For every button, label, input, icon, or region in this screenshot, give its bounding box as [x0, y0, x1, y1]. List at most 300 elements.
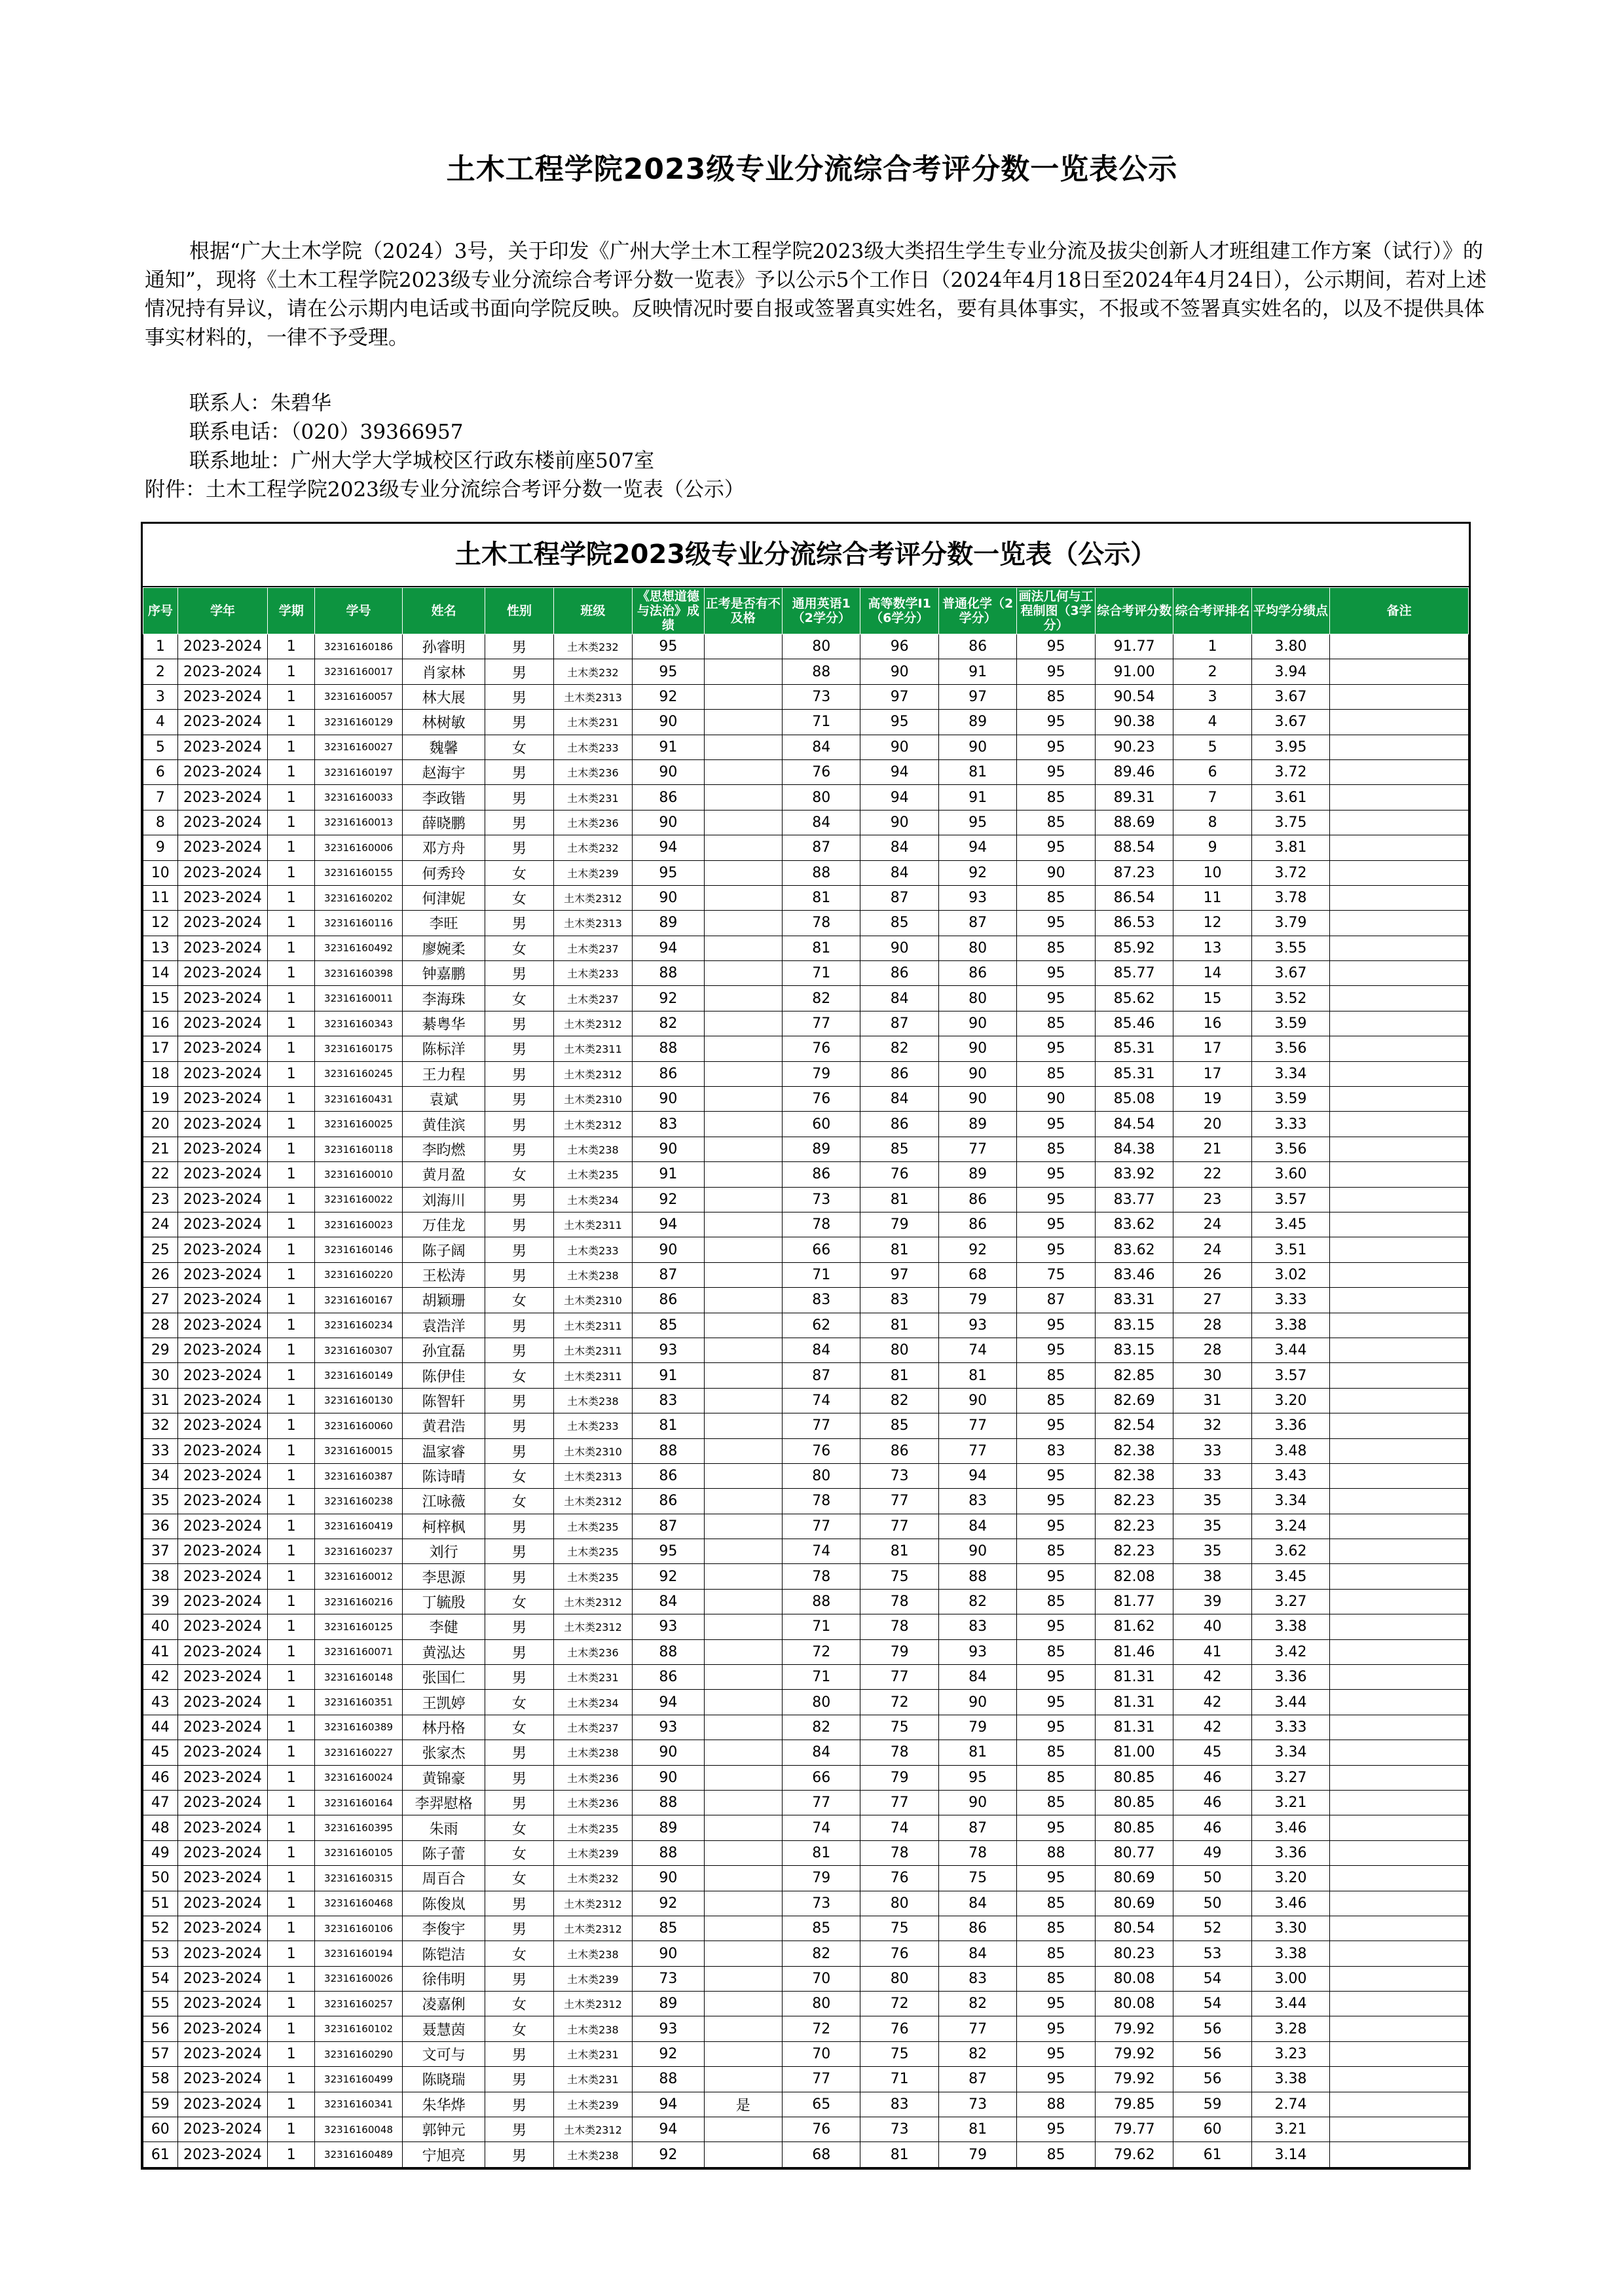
table-cell: 80	[860, 1891, 938, 1916]
table-cell: 84	[860, 835, 938, 860]
table-cell: 何秀玲	[402, 860, 485, 885]
table-cell: 2023-2024	[177, 1413, 268, 1438]
table-cell: 95	[1017, 1112, 1095, 1137]
page-title: 土木工程学院2023级专业分流综合考评分数一览表公示	[446, 153, 1178, 186]
table-cell	[1330, 1665, 1469, 1690]
table-cell: 32316160227	[315, 1740, 403, 1765]
table-cell	[704, 2117, 782, 2142]
table-cell: 31	[1173, 1388, 1251, 1413]
table-cell	[1330, 835, 1469, 860]
column-header: 综合考评排名	[1173, 588, 1251, 634]
table-cell: 2023-2024	[177, 2142, 268, 2167]
table-cell: 35	[1173, 1489, 1251, 1514]
table-row	[143, 986, 1469, 1011]
table-cell: 1	[268, 2067, 315, 2092]
table-cell: 女	[485, 1288, 553, 1313]
table-cell: 6	[1173, 759, 1251, 784]
table-cell: 男	[485, 1438, 553, 1463]
table-cell: 32316160238	[315, 1489, 403, 1514]
table-cell: 1	[268, 1866, 315, 1891]
table-cell: 陈诗晴	[402, 1463, 485, 1488]
table-cell	[1330, 1489, 1469, 1514]
table-cell	[1330, 2142, 1469, 2167]
table-cell: 42	[1173, 1690, 1251, 1715]
table-cell: 82	[860, 1388, 938, 1413]
table-cell: 30	[1173, 1363, 1251, 1388]
table-cell: 3.42	[1251, 1639, 1329, 1664]
table-cell: 2023-2024	[177, 885, 268, 910]
table-cell: 89	[782, 1137, 860, 1161]
table-cell: 32316160027	[315, 735, 403, 759]
table-cell: 74	[782, 1815, 860, 1840]
table-cell: 1	[268, 1388, 315, 1413]
table-cell: 土木类2313	[553, 1463, 632, 1488]
table-cell: 79	[938, 1288, 1016, 1313]
table-cell: 85.31	[1095, 1061, 1173, 1086]
table-cell: 1	[268, 1916, 315, 1941]
table-cell: 79	[782, 1061, 860, 1086]
table-cell: 土木类2311	[553, 1338, 632, 1362]
table-cell: 1	[268, 1187, 315, 1212]
table-cell: 85	[1017, 1061, 1095, 1086]
table-cell	[704, 634, 782, 659]
table-cell: 78	[782, 1564, 860, 1589]
table-cell: 2023-2024	[177, 710, 268, 735]
table-cell: 50	[143, 1866, 178, 1891]
table-cell	[704, 961, 782, 986]
table-cell: 81	[782, 1840, 860, 1865]
table-cell: 男	[485, 1413, 553, 1438]
table-cell: 95	[633, 659, 704, 684]
table-cell: 2023-2024	[177, 1489, 268, 1514]
table-cell: 33	[1173, 1463, 1251, 1488]
table-cell: 1	[268, 2041, 315, 2066]
table-cell: 何津妮	[402, 885, 485, 910]
table-cell: 85	[1017, 1891, 1095, 1916]
table-cell: 1	[268, 1514, 315, 1539]
table-cell: 85	[1017, 785, 1095, 810]
table-cell: 28	[1173, 1313, 1251, 1338]
table-cell: 2023-2024	[177, 1941, 268, 1966]
table-cell: 2023-2024	[177, 1665, 268, 1690]
table-cell: 85	[1017, 1740, 1095, 1765]
table-cell: 陈伊佳	[402, 1363, 485, 1388]
table-row	[143, 885, 1469, 910]
table-cell: 85	[860, 1413, 938, 1438]
table-cell	[1330, 1036, 1469, 1061]
table-cell	[704, 735, 782, 759]
table-cell: 聂慧茵	[402, 2016, 485, 2041]
table-cell: 79	[782, 1866, 860, 1891]
table-cell: 88	[782, 659, 860, 684]
table-cell: 2023-2024	[177, 759, 268, 784]
table-cell: 78	[860, 1589, 938, 1614]
table-cell: 李俊宇	[402, 1916, 485, 1941]
table-cell	[1330, 1288, 1469, 1313]
table-cell: 90	[938, 1790, 1016, 1815]
table-cell: 95	[1017, 2041, 1095, 2066]
table-cell: 1	[268, 1162, 315, 1187]
table-cell	[1330, 1363, 1469, 1388]
table-cell: 3	[143, 684, 178, 709]
table-cell: 3.44	[1251, 1690, 1329, 1715]
table-cell	[704, 1790, 782, 1815]
table-row	[143, 810, 1469, 835]
table-cell: 81	[860, 1363, 938, 1388]
table-cell: 土木类2312	[553, 2117, 632, 2142]
table-cell: 1	[268, 634, 315, 659]
table-cell: 93	[938, 1313, 1016, 1338]
table-cell: 80.77	[1095, 1840, 1173, 1865]
table-cell: 土木类231	[553, 710, 632, 735]
table-cell: 32316160234	[315, 1313, 403, 1338]
table-row	[143, 1463, 1469, 1488]
table-cell: 3.81	[1251, 835, 1329, 860]
table-cell: 90.38	[1095, 710, 1173, 735]
table-cell: 李昀燃	[402, 1137, 485, 1161]
table-cell: 82	[938, 2041, 1016, 2066]
table-row	[143, 1187, 1469, 1212]
table-cell: 87	[1017, 1288, 1095, 1313]
table-cell	[1330, 2092, 1469, 2117]
table-cell: 土木类236	[553, 1790, 632, 1815]
table-cell: 79.92	[1095, 2067, 1173, 2092]
table-cell: 57	[143, 2041, 178, 2066]
table-cell: 3.44	[1251, 1338, 1329, 1362]
table-cell: 9	[1173, 835, 1251, 860]
table-cell: 2023-2024	[177, 1112, 268, 1137]
table-cell: 86.53	[1095, 911, 1173, 936]
table-cell: 2023-2024	[177, 634, 268, 659]
table-cell: 男	[485, 1112, 553, 1137]
table-cell: 72	[782, 1639, 860, 1664]
table-cell: 56	[1173, 2067, 1251, 2092]
table-cell: 35	[1173, 1539, 1251, 1564]
table-cell: 1	[143, 634, 178, 659]
table-cell: 4	[1173, 710, 1251, 735]
table-cell: 土木类236	[553, 1639, 632, 1664]
table-cell: 86	[860, 1112, 938, 1137]
table-cell: 3.24	[1251, 1514, 1329, 1539]
table-cell: 土木类2312	[553, 1891, 632, 1916]
table-cell: 37	[143, 1539, 178, 1564]
table-cell: 92	[633, 1187, 704, 1212]
table-row	[143, 1715, 1469, 1740]
table-cell: 5	[1173, 735, 1251, 759]
table-cell: 90	[1017, 860, 1095, 885]
table-cell: 10	[1173, 860, 1251, 885]
table-cell	[1330, 1966, 1469, 1991]
table-cell: 95	[938, 810, 1016, 835]
table-cell: 32316160202	[315, 885, 403, 910]
table-cell: 土木类235	[553, 1162, 632, 1187]
table-cell: 21	[143, 1137, 178, 1161]
table-cell: 女	[485, 1162, 553, 1187]
table-cell: 76	[860, 2016, 938, 2041]
table-cell: 3	[1173, 684, 1251, 709]
table-cell: 1	[268, 1614, 315, 1639]
table-cell: 53	[143, 1941, 178, 1966]
table-cell	[1330, 1313, 1469, 1338]
table-cell: 2	[143, 659, 178, 684]
table-cell: 60	[1173, 2117, 1251, 2142]
table-cell: 32316160105	[315, 1840, 403, 1865]
table-cell: 32316160006	[315, 835, 403, 860]
table-cell: 81	[860, 2142, 938, 2167]
table-cell	[704, 911, 782, 936]
table-row	[143, 936, 1469, 960]
table-cell: 3.36	[1251, 1840, 1329, 1865]
table-cell: 土木类2310	[553, 1438, 632, 1463]
table-cell: 85	[860, 911, 938, 936]
table-cell: 2023-2024	[177, 860, 268, 885]
table-cell: 61	[1173, 2142, 1251, 2167]
table-row	[143, 1941, 1469, 1966]
table-cell: 李政锴	[402, 785, 485, 810]
table-cell: 男	[485, 1790, 553, 1815]
table-cell: 95	[1017, 659, 1095, 684]
table-cell: 24	[1173, 1212, 1251, 1237]
table-cell: 男	[485, 1187, 553, 1212]
table-cell: 32316160197	[315, 759, 403, 784]
table-cell	[704, 1112, 782, 1137]
table-cell: 88	[633, 2067, 704, 2092]
table-cell: 95	[1017, 2117, 1095, 2142]
table-cell: 1	[268, 759, 315, 784]
table-cell: 38	[1173, 1564, 1251, 1589]
table-cell: 男	[485, 1262, 553, 1287]
table-cell: 土木类233	[553, 961, 632, 986]
table-cell	[1330, 1539, 1469, 1564]
table-cell: 77	[938, 2016, 1016, 2041]
table-row	[143, 2117, 1469, 2142]
table-cell: 76	[860, 1162, 938, 1187]
table-cell: 3.21	[1251, 1790, 1329, 1815]
table-cell	[1330, 1941, 1469, 1966]
column-header: 备注	[1330, 588, 1469, 634]
table-cell: 32316160146	[315, 1237, 403, 1262]
table-cell: 77	[938, 1438, 1016, 1463]
table-cell: 85	[1017, 1790, 1095, 1815]
table-cell: 84	[782, 1338, 860, 1362]
table-cell	[704, 1941, 782, 1966]
table-cell: 20	[143, 1112, 178, 1137]
table-cell: 91	[633, 1162, 704, 1187]
table-cell: 土木类2310	[553, 1288, 632, 1313]
table-cell: 86	[938, 1916, 1016, 1941]
table-cell: 1	[268, 1966, 315, 1991]
table-cell	[1330, 1112, 1469, 1137]
table-cell: 50	[1173, 1891, 1251, 1916]
table-cell: 90	[938, 1690, 1016, 1715]
table-body	[143, 634, 1469, 2168]
table-cell: 60	[143, 2117, 178, 2142]
table-cell: 1	[268, 1463, 315, 1488]
table-cell: 2023-2024	[177, 835, 268, 860]
table-cell: 1	[268, 936, 315, 960]
table-cell: 1	[268, 2016, 315, 2041]
table-cell: 12	[1173, 911, 1251, 936]
table-cell: 53	[1173, 1941, 1251, 1966]
table-cell: 3.34	[1251, 1061, 1329, 1086]
table-cell: 3.79	[1251, 911, 1329, 936]
table-cell: 1	[268, 911, 315, 936]
table-cell: 92	[633, 2142, 704, 2167]
table-cell	[1330, 1087, 1469, 1112]
table-cell: 孙睿明	[402, 634, 485, 659]
table-cell: 95	[1017, 1413, 1095, 1438]
table-cell: 陈子阔	[402, 1237, 485, 1262]
table-cell: 1	[268, 1790, 315, 1815]
table-cell: 魏馨	[402, 735, 485, 759]
table-row	[143, 2041, 1469, 2066]
table-row	[143, 1413, 1469, 1438]
table-cell: 女	[485, 1992, 553, 2016]
table-cell	[704, 1765, 782, 1790]
table-cell: 80	[782, 785, 860, 810]
table-cell: 2023-2024	[177, 659, 268, 684]
table-cell: 80.54	[1095, 1916, 1173, 1941]
table-cell: 48	[143, 1815, 178, 1840]
table-cell	[1330, 1765, 1469, 1790]
table-cell: 32	[143, 1413, 178, 1438]
table-cell: 2023-2024	[177, 936, 268, 960]
table-cell: 32316160102	[315, 2016, 403, 2041]
table-cell: 黄君浩	[402, 1413, 485, 1438]
table-cell: 6	[143, 759, 178, 784]
table-cell: 2023-2024	[177, 810, 268, 835]
table-cell: 22	[1173, 1162, 1251, 1187]
table-cell: 14	[1173, 961, 1251, 986]
table-cell: 男	[485, 1237, 553, 1262]
table-cell: 男	[485, 961, 553, 986]
table-cell: 土木类231	[553, 2067, 632, 2092]
table-cell: 3.61	[1251, 785, 1329, 810]
table-cell: 26	[1173, 1262, 1251, 1287]
table-cell: 78	[938, 1840, 1016, 1865]
table-cell: 80.08	[1095, 1966, 1173, 1991]
table-cell: 2023-2024	[177, 1338, 268, 1362]
table-cell: 89	[633, 1992, 704, 2016]
table-cell: 3.30	[1251, 1916, 1329, 1941]
table-cell: 86	[938, 1187, 1016, 1212]
table-cell	[704, 1840, 782, 1865]
table-cell: 95	[633, 1539, 704, 1564]
table-cell: 1	[268, 1011, 315, 1036]
table-cell: 陈智轩	[402, 1388, 485, 1413]
table-cell: 95	[633, 860, 704, 885]
table-cell: 82.08	[1095, 1564, 1173, 1589]
table-cell: 7	[1173, 785, 1251, 810]
table-cell: 土木类2312	[553, 885, 632, 910]
table-cell: 81	[938, 1740, 1016, 1765]
table-cell: 女	[485, 1815, 553, 1840]
table-cell: 66	[782, 1237, 860, 1262]
table-cell: 32316160257	[315, 1992, 403, 2016]
table-cell: 1	[268, 1690, 315, 1715]
table-cell: 1	[268, 659, 315, 684]
table-cell	[1330, 1338, 1469, 1362]
table-cell: 土木类232	[553, 835, 632, 860]
table-cell: 85	[1017, 810, 1095, 835]
table-row	[143, 1489, 1469, 1514]
table-cell: 76	[860, 1941, 938, 1966]
table-cell	[704, 1740, 782, 1765]
table-cell: 93	[633, 1338, 704, 1362]
table-cell: 3.36	[1251, 1665, 1329, 1690]
table-cell	[1330, 1187, 1469, 1212]
table-cell: 男	[485, 1087, 553, 1112]
table-cell: 1	[268, 1740, 315, 1765]
table-cell: 刘海川	[402, 1187, 485, 1212]
table-cell: 86	[633, 1288, 704, 1313]
table-cell: 80	[782, 1463, 860, 1488]
table-cell: 2023-2024	[177, 684, 268, 709]
table-cell: 74	[782, 1539, 860, 1564]
table-cell: 81	[860, 1187, 938, 1212]
table-cell: 1	[268, 961, 315, 986]
table-cell: 85	[1017, 2142, 1095, 2167]
table-cell: 85.92	[1095, 936, 1173, 960]
table-cell: 83.92	[1095, 1162, 1173, 1187]
table-cell: 11	[143, 885, 178, 910]
table-cell: 男	[485, 1137, 553, 1161]
table-cell: 女	[485, 986, 553, 1011]
table-cell: 男	[485, 835, 553, 860]
table-cell: 95	[1017, 1815, 1095, 1840]
table-row	[143, 1740, 1469, 1765]
table-cell	[704, 1212, 782, 1237]
table-cell: 77	[938, 1413, 1016, 1438]
table-cell: 2023-2024	[177, 785, 268, 810]
table-cell	[1330, 1162, 1469, 1187]
table-cell	[1330, 1639, 1469, 1664]
table-cell: 81.00	[1095, 1740, 1173, 1765]
table-cell: 男	[485, 810, 553, 835]
table-cell: 宁旭亮	[402, 2142, 485, 2167]
table-cell: 3.55	[1251, 936, 1329, 960]
table-cell: 92	[938, 1237, 1016, 1262]
table-row	[143, 1011, 1469, 1036]
table-row	[143, 684, 1469, 709]
table-cell: 83	[938, 1966, 1016, 1991]
table-cell: 男	[485, 1514, 553, 1539]
table-cell: 42	[1173, 1715, 1251, 1740]
table-cell: 2023-2024	[177, 1992, 268, 2016]
table-cell: 88	[633, 1840, 704, 1865]
table-cell: 3.14	[1251, 2142, 1329, 2167]
table-cell	[1330, 1690, 1469, 1715]
table-cell: 32316160017	[315, 659, 403, 684]
table-cell: 79.92	[1095, 2041, 1173, 2066]
table-cell: 78	[782, 1489, 860, 1514]
table-cell: 85.31	[1095, 1036, 1173, 1061]
table-cell: 16	[143, 1011, 178, 1036]
table-cell: 77	[782, 1413, 860, 1438]
table-cell: 89	[938, 710, 1016, 735]
table-cell	[704, 1715, 782, 1740]
table-cell: 2023-2024	[177, 1866, 268, 1891]
table-cell: 83.46	[1095, 1262, 1173, 1287]
table-cell: 95	[1017, 986, 1095, 1011]
table-cell: 80.69	[1095, 1891, 1173, 1916]
table-cell	[704, 860, 782, 885]
table-cell: 肖家林	[402, 659, 485, 684]
table-cell: 92	[633, 684, 704, 709]
table-cell: 綦粤华	[402, 1011, 485, 1036]
table-cell: 8	[1173, 810, 1251, 835]
table-cell	[1330, 2016, 1469, 2041]
